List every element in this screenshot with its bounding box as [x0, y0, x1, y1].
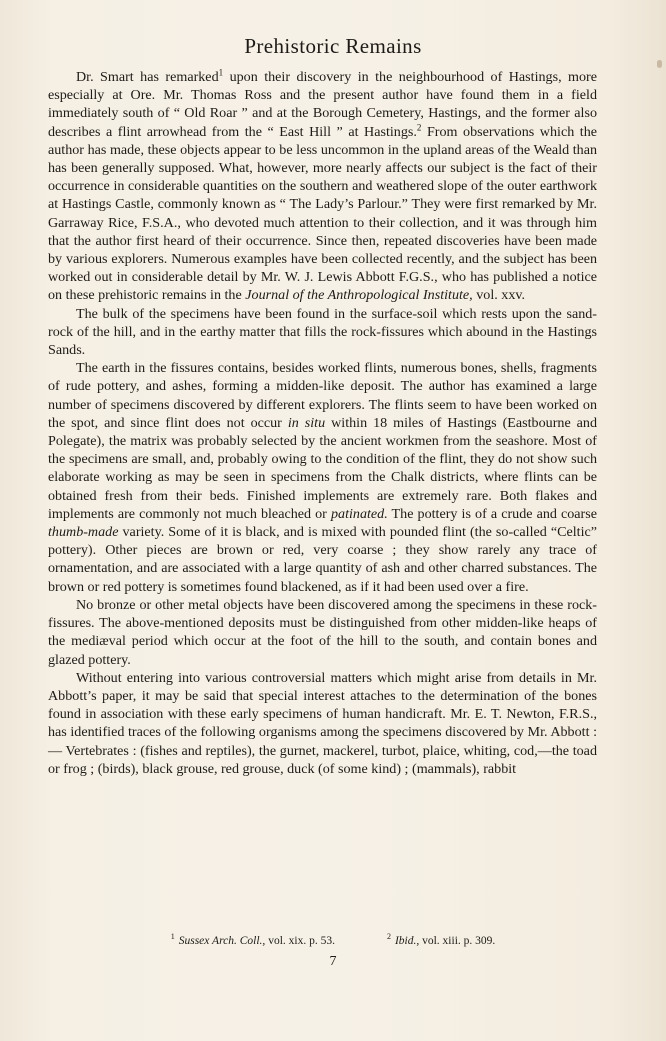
- text-run: upon their discovery in the neighbourhood of Hastings, more especially at Ore. Mr. Thomas Ross and the present author have found them in a field immediately south of “ Old Roar ” and at the Borough Cemetery, Hastings, and the former also describes a flint arrowhead from the “ East Hill ” at Hastings.: [48, 69, 597, 140]
- text-run: variety. Some of it is black, and is mixed with pounded flint (the so-called “Celtic” pottery). Other pieces are brown or red, very coarse ; they show rarely any trace of ornamentation, and are associated with a large quantity of ash and other charred substances. The brown or red pottery is sometimes found blackened, as if it had been used over a fire.: [48, 524, 597, 595]
- footnote-source-title: Ibid.,: [394, 934, 420, 947]
- footnote-citation: vol. xix. p. 53.: [265, 934, 335, 947]
- footnote-mark: 2: [386, 932, 391, 941]
- text-run: within 18 miles of Hastings (Eastbourne and Polegate), the matrix was probably selected by the ancient workmen from the seashore. Most of the specimens are small, and, probably owing to the condition of the flint, they do not show such elaborate working as may be seen in specimens from the Chalk districts, where flints can be obtained fresh from their beds. Finished implements are extremely rare. Both flakes and implements are commonly not much bleached or: [48, 414, 598, 522]
- text-run: The pottery is of a crude and coarse: [387, 505, 597, 522]
- text-run: Dr. Smart has remarked: [76, 69, 219, 85]
- text-run: No bronze or other metal objects have been discovered among the specimens in these rock-fissures. The above-mentioned deposits must be distinguished from other midden-like heaps of the mediæval period which occur at the foot of the hill to the south, and contain bones and glazed pottery.: [48, 596, 597, 668]
- footnote-source-title: Sussex Arch. Coll.,: [178, 934, 266, 947]
- text-run: From observations which the author has made, these objects appear to be less uncommon in the upland areas of the Weald than has been generally supposed. What, however, more nearly affects our subject is the fact of their occurrence in considerable quantities on the southern and weathered slope of the outer earthwork at Hastings Castle, commonly known as “ The Lady’s Parlour.” They were first remarked by Mr. Garraway Rice, F.S.A., who devoted much attention to their collection, and it was through him that the author first heard of their occurrence. Since then, repeated discoveries have been made by various explorers. Numerous examples have been collected recently, and the subject has been worked out in considerable detail by Mr. W. J. Lewis Abbott F.G.S., who has published a notice on these prehistoric remains in the: [48, 123, 597, 304]
- footnote: [387, 932, 495, 947]
- text-run: vol. xxv.: [472, 287, 526, 304]
- body-text: [48, 68, 597, 778]
- footnote-mark: 1: [170, 932, 175, 941]
- page-number: 7: [329, 954, 337, 969]
- italic-text: thumb-made: [48, 524, 119, 541]
- paragraph: [48, 669, 597, 778]
- footnote-citation: vol. xiii. p. 309.: [419, 934, 496, 947]
- footnote-reference: 1: [218, 67, 224, 78]
- paragraph: [48, 596, 597, 669]
- paragraph: [48, 68, 597, 305]
- paragraph: [48, 305, 597, 360]
- text-run: The bulk of the specimens have been found in the surface-soil which rests upon the sand-rock of the hill, and in the earthy matter that fills the rock-fissures which abound in the Hastings Sands.: [48, 305, 597, 359]
- page-title: Prehistoric Remains: [244, 34, 422, 58]
- paragraph: [48, 359, 597, 596]
- paper-blemish: [657, 60, 662, 68]
- text-run: Without entering into various controversial matters which might arise from details in Mr. Abbott’s paper, it may be said that special interest attaches to the determination of the bones found in association with these early specimens of human handicraft. Mr. E. T. Newton, F.R.S., has identified traces of the following organisms among the specimens discovered by Mr. Abbott :— Vertebrates : (fishes and reptiles), the gurnet, mackerel, turbot, plaice, whiting, cod,—the toad or frog ; (birds), black grouse, red grouse, duck (of some kind) ; (mammals), rabbit: [48, 669, 597, 777]
- text-run: The earth in the fissures contains, besides worked flints, numerous bones, shells, fragments of rude pottery, and ashes, forming a midden-like deposit. The author has examined a large number of specimens discovered by different explorers. The flints seem to have been worked on the spot, and since flint does not occur: [48, 360, 597, 431]
- italic-text: Journal of the Anthropological Institute,: [245, 287, 473, 304]
- footnote: [171, 932, 335, 947]
- footnotes: [0, 932, 666, 947]
- italic-text: in situ: [287, 414, 326, 431]
- italic-text: patinated.: [330, 505, 388, 522]
- footnote-reference: 2: [416, 121, 422, 132]
